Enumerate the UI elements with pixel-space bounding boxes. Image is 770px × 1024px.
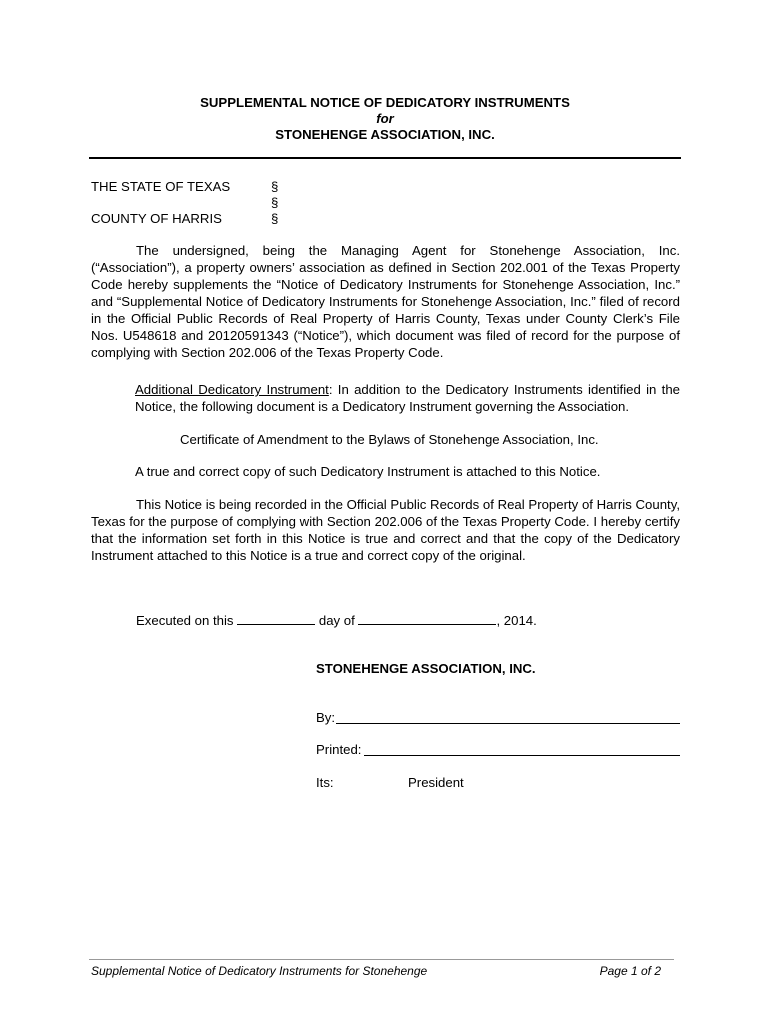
title-line-3: STONEHENGE ASSOCIATION, INC. [275, 127, 495, 142]
title-line-2: for [376, 111, 394, 126]
venue-county: COUNTY OF HARRIS [91, 211, 222, 226]
footer-page-number: Page 1 of 2 [599, 964, 661, 978]
document-title [0, 95, 770, 143]
month-blank[interactable] [358, 611, 496, 625]
signature-org: STONEHENGE ASSOCIATION, INC. [316, 661, 536, 676]
by-signature-line[interactable] [336, 722, 680, 724]
venue-state: THE STATE OF TEXAS [91, 179, 231, 194]
its-value: President [408, 775, 464, 790]
execution-line [136, 611, 537, 629]
additional-paragraph [135, 381, 680, 415]
page-footer [91, 963, 661, 980]
printed-label: Printed: [316, 742, 362, 757]
recording-paragraph: This Notice is being recorded in the Official Public Records of Real Property of Harris County, Texas for the purpose of complying with Section 202.006 of the Texas Property Code. I hereby certify that the information set forth in this Notice is true and correct and that the copy of the Dedicatory Instrument attached to this Notice is a true and correct copy of the original. [91, 497, 680, 563]
section-symbol-3: § [271, 211, 279, 226]
section-symbol-2: § [271, 195, 279, 210]
day-blank[interactable] [237, 611, 315, 625]
section-symbol-1: § [271, 179, 279, 194]
day-of-label: day of [318, 613, 355, 628]
title-divider [89, 157, 681, 159]
printed-name-line[interactable] [364, 754, 680, 756]
intro-paragraph: The undersigned, being the Managing Agent for Stonehenge Association, Inc. (“Association”), a property owners’ association as defined in Section 202.001 of the Texas Property Code hereby supplements the “Notice of Dedicatory Instruments for Stonehenge Association, Inc.” and “Supplemental Notice of Dedicatory Instruments for Stonehenge Association, Inc.” filed of record in the Official Public Records of Real Property of Harris County, Texas under County Clerk’s File Nos. U548618 and 20120591343 (“Notice”), which document was filed of record for the purpose of complying with Section 202.006 of the Texas Property Code. [91, 243, 680, 360]
by-label: By: [316, 710, 336, 725]
its-label: Its: [316, 775, 334, 790]
additional-text: : In addition to the Dedicatory Instruments identified in the Notice, the following document is a Dedicatory Instrument governing the Association. [135, 382, 680, 414]
year-suffix: , 2014. [496, 613, 537, 628]
executed-prefix: Executed on this [136, 613, 234, 628]
certificate-title: Certificate of Amendment to the Bylaws of Stonehenge Association, Inc. [180, 432, 599, 447]
title-line-1: SUPPLEMENTAL NOTICE OF DEDICATORY INSTRUMENTS [200, 95, 570, 110]
footer-document-name: Supplemental Notice of Dedicatory Instruments for Stonehenge [91, 964, 428, 978]
additional-heading: Additional Dedicatory Instrument [135, 382, 329, 397]
footer-divider [89, 959, 674, 960]
true-copy-statement: A true and correct copy of such Dedicatory Instrument is attached to this Notice. [135, 464, 601, 479]
